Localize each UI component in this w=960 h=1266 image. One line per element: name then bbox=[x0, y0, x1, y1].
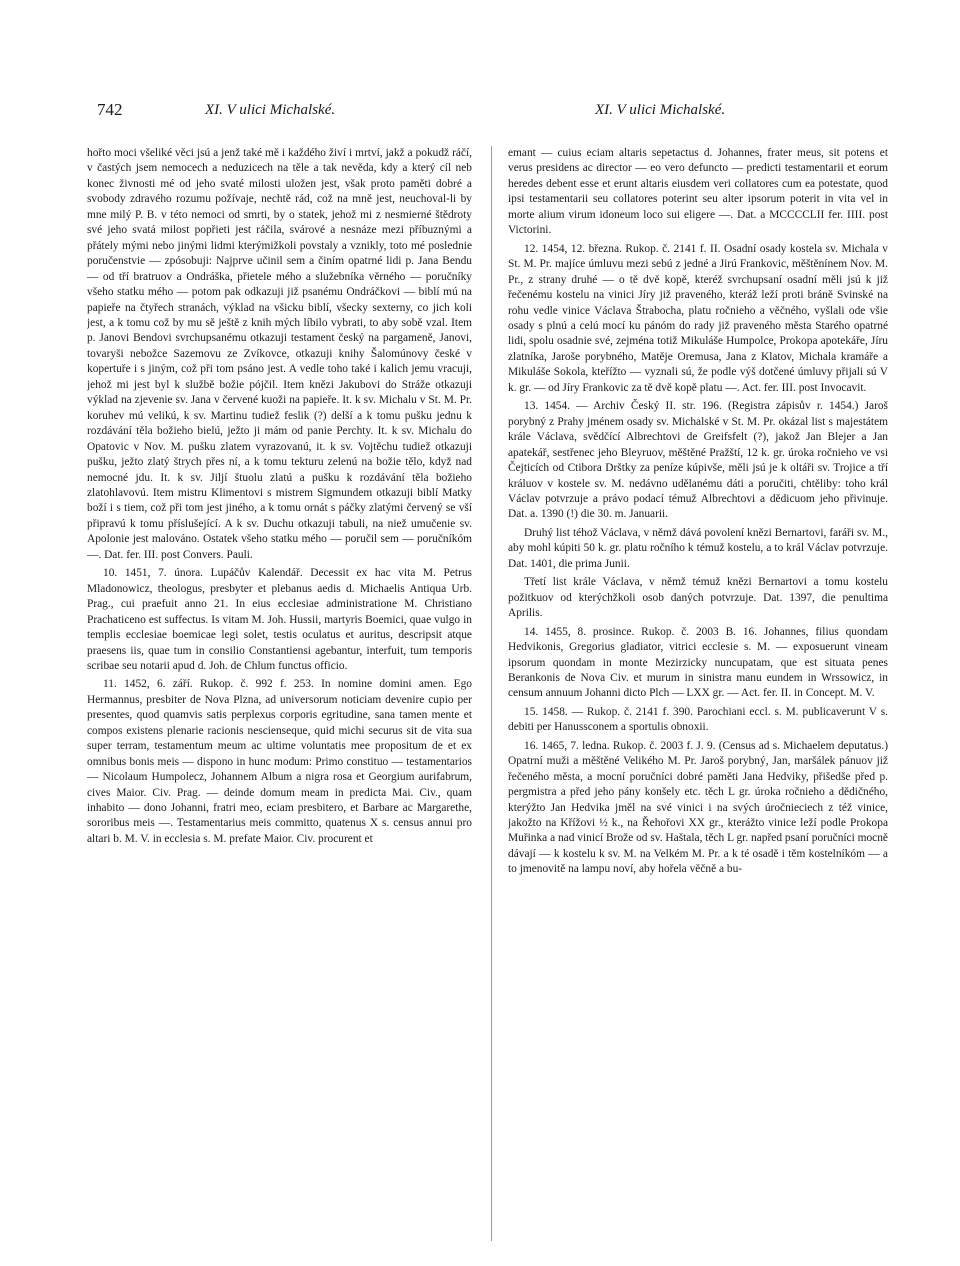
paragraph-continuation: hořto moci všeliké věci jsú a jenž také mě i každého živí i mrtví, jakž a pokudž ráčí, v častých jsem nemocech a neduzicech na těle a tak nevěda, kdy a který cíl neb konec živnosti mé od jeho svaté milosti uložen jest, však proto paměti dobré a svobody zdravého rozumu požívaje, nechtě rád, což na mně jest, neuchoval-li by mne milý P. B. v této nemoci od smrti, by o statek, jehož mi z nesmierné štědroty své jeho svatá milost popřieti jest ráčila, svárové a nesnáze mezi příbuznými a přátely mými nebo jinými lidmi kterýmižkoli povstaly a vznikly, toto mé poslednie poručenstvie — zpósobuji: Najprve učinil sem a činím opatrné lidi p. Jana Bendu — od tří bratruov a Ondráška, přietele mého a služebníka věrného — poručníky všeho statku mého — potom pak odkazuji již psanému Ondráčkovi — biblí mú na papieře na čtyřech stranách, výklad na všicku biblí, všecky sexterny, co jich koli jest, a k tomu což by mu sě ještě z knih mých líbilo vybrati, to aby sobě vzal. Item p. Janovi Bendovi svrchupsanému otkazuji testament český na pargameně, Janovi, tovaryši nebožce Sazemovu ze Zvíkovce, otkazuji knihy Šalomúnovy české v kopertuře i s jiným, což při tom psáno jest. A vedle toho také i kalich jemu vracuji, jehož mi jest byl k službě božie pójčil. Item knězi Jakubovi do Stráže otkazuji výklad na zjevenie sv. Jana v červené kuoži na papieře. It. k sv. Michalu v St. M. Pr. koruhev mú velikú, k sv. Martinu tudiež feslik (?) delší a k tomu pušku jednu k rozdávání těla božieho bielú, ježto ji mám od panie Perchty. It. k sv. Michalu do Opatovic v Nov. M. pušku zlatem vyrazovanú, it. k sv. Vojtěchu tudiež otkazuji pušku, ježto zlatý štrych přes ní, a k tomu tekturu zelenú na božie tělo, když nad nemocné jdu. It. k sv. Jiljí štuolu zlatú a pušku k rozdávání těla božieho zlatohlavovú. Item mistru Klimentovi s mistrem Sigmundem otkazuji biblí Matky boží i s tiem, což při tom jest jiného, a k tomu ornát s páčky zlatými červený se vší připravú k tomu příslušející. A k sv. Duchu otkazuji tabuli, na niež umučenie sv. Apolonie jest malováno. Ostatek všeho statku mého — poručil sem — poručníkóm —. Dat. fer. III. post Convers. Pauli. bbox=[87, 147, 472, 561]
paragraph-continuation: emant — cuius eciam altaris sepetactus d. Johannes, frater meus, sit potens et verus presidens ac director — eo vero defuncto — predicti testamentarii et eorum heredes debent esse et erunt altaris eiusdem veri collatores cum ea potestate, quod ipsi testamentarii seu collatores poterint seu alter ipsorum poterit in vita vel in morte alium virum idoneum loco sui eligere —. Dat. a MCCCCLII fer. IIII. post Victorini. bbox=[508, 147, 888, 237]
entry-15: 15. 1458. — Rukop. č. 2141 f. 390. Parochiani eccl. s. M. publicaverunt V s. debiti per Hanussconem a sportulis obnoxii. bbox=[508, 705, 888, 734]
running-head-right: XI. V ulici Michalské. bbox=[595, 102, 726, 118]
page-number: 742 bbox=[97, 100, 123, 119]
entry-12: 12. 1454, 12. března. Rukop. č. 2141 f. II. Osadní osady kostela sv. Michala v St. M. Pr. majíce úmluvu mezi sebú z jedné a Jirú Frankovic, měštěnínem Nov. M. Pr., z strany druhé — o tě dvě kopě, kteréž svrchupsaní osadní měli jsú k již řečenému kostelu na vinici Jíry již praveného, kteráž leží proti bráně Svinské na rohu vedle vinice Václava Štrabocha, platu ročnieho a věčného, vyšlali ode všie osady s plnú a celú mocí ku pánóm do rady již praveného města Starého opatrné lidi, spolu osadnie své, zejména totiž Mikuláše Humpolce, Prokopa apotekáře, Jíru zlatníka, Jaroše porybného, Matěje Oremusa, Jana z Klatov, Michala kramáře a Mikuláše Sokola, kteřížto — vyznali sú, že podle výš dotčené úmluvy přijali sú V k. gr. — od Jíry Frankovic za tě dvě kopě platu —. Act. fer. III. post Invocavit. bbox=[508, 242, 888, 394]
entry-13-third-letter: Třetí list krále Václava, v němž témuž knězi Bernartovi a tomu kostelu požitkuov od kterýchžkoli osob daných potvrzuje. Dat. 1397, die penultima Aprilis. bbox=[508, 576, 888, 620]
left-column bbox=[87, 146, 472, 1246]
entry-11: 11. 1452, 6. září. Rukop. č. 992 f. 253. In nomine domini amen. Ego Hermannus, presbiter de Nova Plzna, ad universorum noticiam devenire cupio per presentes, quod quamvis satis perplexus corporis egritudine, sana tamen mente et compos existens plenarie racionis nescienseque, quid michi securus sit de vita sua super terram, testamentum meum ac ultime voluntatis mee propositum de et ex omnibus bonis meis — dispono in hunc modum: Primo constituo — testamentarios — Nicolaum Humpolecz, Johannem Album a nigra rosa et Georgium aurifabrum, cives Maior. Civ. Prag. — deinde domum meam in predicta Mai. Civ., quam inhabito — dono Johanni, fratri meo, eciam presbitero, et Barbare ac Margarethe, sororibus meis —. Testamentarius meis committo, quatenus X s. census annui pro altari b. M. V. in ecclesia s. M. prefate Maior. Civ. procurent et bbox=[87, 678, 472, 845]
column-divider bbox=[491, 146, 492, 1241]
entry-13: 13. 1454. — Archiv Český II. str. 196. (Registra zápisův r. 1454.) Jaroš porybný z Prahy jménem osady sv. Michalské v St. M. Pr. okázal list s majestátem krále Václava, svědčící Albrechtovi de Greifsfelt (?), jakož Jan Blejer a Jan apatekář, sestřenec jeho Bleyruov, měštěné Pražští, 12 k. gr. úroka ročnieho ve vsi Čejticích od Ctibora Drštky za peníze kúpivše, měli jsú je k oltáři sv. Trojice a tří králuov v kostele sv. M. nedávno udělanému dáti a poručiti, chtěliby: toho král Václav potvrzuje a právo podací témuž Albrechtovi a dědicuom jeho přivinuje. Dat. a. 1390 (!) die 30. m. Januarii. bbox=[508, 400, 888, 521]
entry-14: 14. 1455, 8. prosince. Rukop. č. 2003 B. 16. Johannes, filius quondam Hedvikonis, Gregorius gladiator, vitrici ecclesie s. M. — exposuerunt vineam ipsorum quondam in monte Mezirzicky nuncupatam, que est situata penes Berankonis de Nova Civ. et murum in sinistra manu eundem in Wrssowicz, in censum annuum Johanni dicto Plch — LXX gr. — Act. fer. II. in Concept. M. V. bbox=[508, 625, 888, 700]
page-header bbox=[0, 100, 960, 128]
entry-16: 16. 1465, 7. ledna. Rukop. č. 2003 f. J. 9. (Census ad s. Michaelem deputatus.) Opatrní muži a měštěné Velikého M. Pr. Jaroš porybný, Jan, maršálek pánuov již řečeného města, a mocní poručníci dobré paměti Jana Hedviky, přišedše před p. pergmistra a před jeho pány konšely etc. těch L gr. úroka ročnieho a dědičného, kterýžto Jan Hedvika jměl na své vinici i na svých úročnieciech z též vinice, jakožto na Křížovi ½ k., na Řehořovi XX gr., kterážto vinice leží podle Prokopa Muřinka a nad vinicí Brože od sv. Haštala, těch L gr. napřed psaní poručníci mocně dávají — k kostelu k sv. M. na Velkém M. Pr. a k té osadě i těm kostelníkóm — a to jmenovitě na lampu noví, aby hořela věčně a bu- bbox=[508, 739, 888, 876]
right-column bbox=[508, 146, 888, 1246]
running-head-left: XI. V ulici Michalské. bbox=[205, 102, 336, 118]
entry-10: 10. 1451, 7. února. Lupáčův Kalendář. Decessit ex hac vita M. Petrus Mladonowicz, theologus, presbyter et plebanus aedis d. Michaelis Antiqua Urb. Prag., cui praefuit anno 21. In eius ecclesiae administratione M. Christiano Prachaticeno est suffectus. Is vitam M. Joh. Hussii, martyris Boemici, quae vulgo in templis ecclesiae boemicae legi solet, testis oculatus et auritus, descripsit atque praesens iis, quae tum in consilio Constantiensi agebantur, interfuit, tum temporis scribae seu notarii apud d. Joh. de Chlum functus officio. bbox=[87, 567, 472, 672]
entry-13-second-letter: Druhý list téhož Václava, v němž dává povolení knězi Bernartovi, faráři sv. M., aby mohl kúpiti 50 k. gr. platu ročního k témuž kostelu, a to král Václav potvrzuje. Dat. 1401, die prima Junii. bbox=[508, 526, 888, 570]
